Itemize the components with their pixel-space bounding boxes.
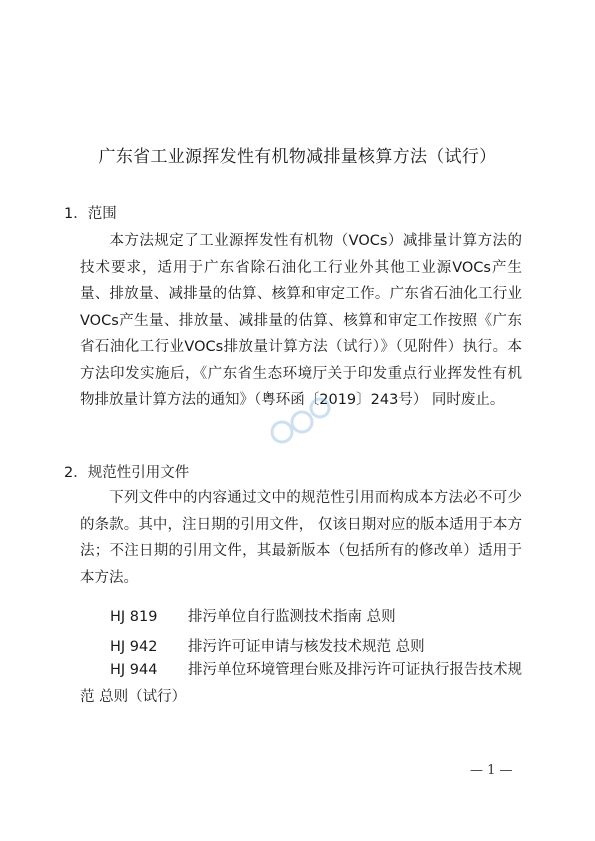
reference-item	[110, 605, 396, 626]
reference-code: HJ 944	[110, 662, 158, 678]
document-title: 广东省工业源挥发性有机物减排量核算方法（试行）	[98, 147, 497, 167]
section-2-paragraph	[80, 485, 522, 591]
reference-title: 排污单位自行监测技术指南 总则	[188, 609, 396, 625]
reference-code: HJ 819	[110, 609, 158, 625]
reference-title: 排污单位环境管理台账及排污许可证执行报告技术规范 总则（试行）	[80, 662, 522, 705]
section-2-heading: 2．规范性引用文件	[64, 465, 190, 481]
section-1-paragraph-text: 本方法规定了工业源挥发性有机物（VOCs）减排量计算方法的技术要求，适用于广东省除石油化工行业外其他工业源VOCs产生量、排放量、减排量的估算、核算和审定工作。广东省石油化工行业VOCs产生量、排放量、减排量的估算、核算和审定工作按照《广东省石油化工行业VOCs排放量计算方法（试行）》（见附件）执行。本方法印发实施后，《广东省生态环境厅关于印发重点行业挥发性有机物排放量计算方法的通知》（粤环函〔2019〕243号） 同时废止。	[80, 233, 522, 408]
page-number: — 1 —	[470, 763, 513, 778]
reference-code: HJ 942	[110, 639, 158, 655]
reference-item	[80, 657, 522, 710]
section-2-paragraph-text: 下列文件中的内容通过文中的规范性引用而构成本方法必不可少的条款。其中，注日期的引用文件， 仅该日期对应的版本适用于本方法；不注日期的引用文件，其最新版本（包括所有的修改单）适用于本方法。	[80, 490, 522, 586]
reference-title: 排污许可证申请与核发技术规范 总则	[188, 639, 425, 655]
section-1-paragraph	[80, 228, 522, 414]
reference-item	[110, 635, 425, 656]
section-1-heading: 1．范围	[64, 206, 117, 222]
